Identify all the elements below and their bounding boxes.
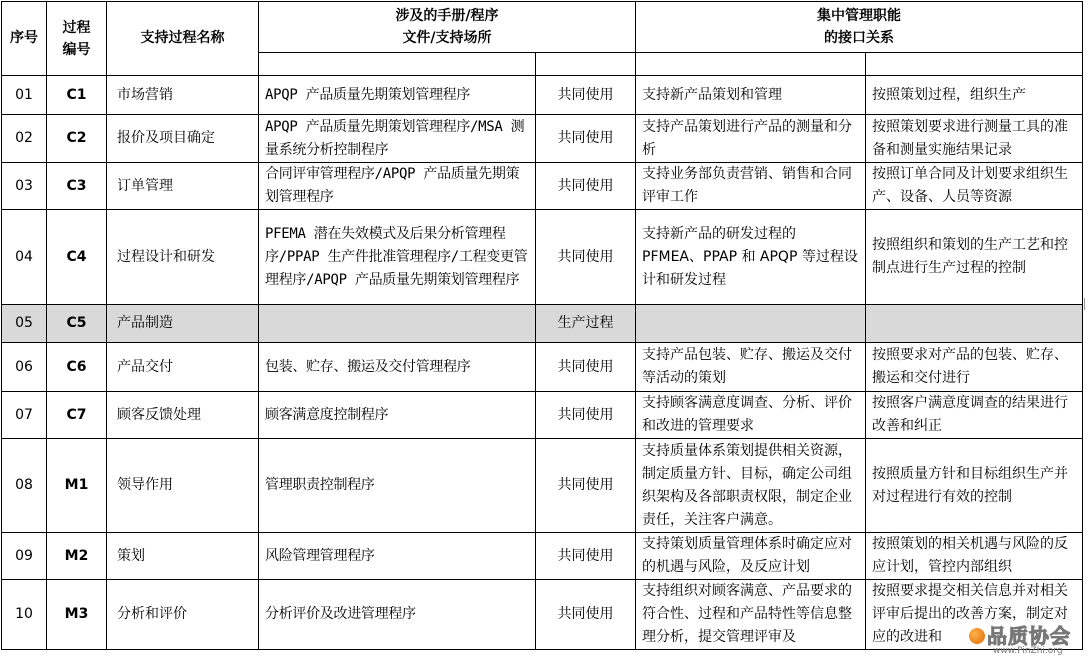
interface-action: 按照要求提交相关信息并对相关评审后提出的改善方案，制定对应的改进和 (866, 580, 1083, 650)
header-docs (259, 2, 636, 53)
process-code: M2 (47, 533, 107, 580)
process-code: C5 (47, 305, 107, 343)
procedure-documents: 合同评审管理程序/APQP 产品质量先期策划管理程序 (259, 163, 536, 210)
table-row (2, 439, 1083, 533)
watermark-text: 品质协会 (987, 624, 1071, 648)
header-sub-empty (259, 53, 536, 76)
procedure-documents (259, 305, 536, 343)
usage-type: 共同使用 (536, 439, 636, 533)
support-function: 支持产品包装、贮存、搬运及交付等活动的策划 (636, 343, 866, 392)
support-function: 支持新产品策划和管理 (636, 76, 866, 115)
table-row (2, 580, 1083, 650)
header-mgmt (636, 2, 1083, 53)
row-number: 03 (2, 163, 47, 210)
watermark-logo (965, 618, 1087, 658)
process-name: 领导作用 (107, 439, 259, 533)
interface-action: 按照策划的相关机遇与风险的反应计划，管控内部组织 (866, 533, 1083, 580)
support-function: 支持策划质量管理体系时确定应对的机遇与风险，及反应计划 (636, 533, 866, 580)
interface-action: 按照策划要求进行测量工具的准备和测量实施结果记录 (866, 115, 1083, 163)
procedure-documents: APQP 产品质量先期策划管理程序 (259, 76, 536, 115)
usage-type: 共同使用 (536, 533, 636, 580)
procedure-documents: 风险管理管理程序 (259, 533, 536, 580)
header-sub-empty (636, 53, 866, 76)
interface-action (866, 305, 1083, 343)
interface-action: 按照质量方针和目标组织生产并对过程进行有效的控制 (866, 439, 1083, 533)
procedure-documents: 包装、贮存、搬运及交付管理程序 (259, 343, 536, 392)
usage-type: 共同使用 (536, 115, 636, 163)
header-docs-line2: 文件/支持场所 (402, 30, 492, 46)
logo-ball-icon (969, 628, 985, 644)
row-number: 09 (2, 533, 47, 580)
table-row (2, 343, 1083, 392)
row-number: 02 (2, 115, 47, 163)
header-docs-line1: 涉及的手册/程序 (395, 8, 499, 24)
header-sub-empty (536, 53, 636, 76)
procedure-documents: 分析评价及改进管理程序 (259, 580, 536, 650)
row-number: 04 (2, 210, 47, 305)
process-code: C2 (47, 115, 107, 163)
procedure-documents: PFEMA 潜在失效模式及后果分析管理程序/PPAP 生产件批准管理程序/工程变更管理程序/APQP 产品质量先期策划管理程序 (259, 210, 536, 305)
usage-type: 共同使用 (536, 343, 636, 392)
process-name: 过程设计和研发 (107, 210, 259, 305)
support-function: 支持产品策划进行产品的测量和分析 (636, 115, 866, 163)
process-name: 顾客反馈处理 (107, 392, 259, 439)
interface-action: 按照组织和策划的生产工艺和控制点进行生产过程的控制 (866, 210, 1083, 305)
header-code (47, 2, 107, 76)
process-name: 分析和评价 (107, 580, 259, 650)
row-number: 08 (2, 439, 47, 533)
table-row (2, 392, 1083, 439)
table-row (2, 533, 1083, 580)
header-sub-empty (866, 53, 1083, 76)
interface-action: 按照订单合同及计划要求组织生产、设备、人员等资源 (866, 163, 1083, 210)
process-name: 产品交付 (107, 343, 259, 392)
table-row (2, 115, 1083, 163)
process-code: M3 (47, 580, 107, 650)
row-number: 05 (2, 305, 47, 343)
process-table (1, 1, 1083, 650)
header-mgmt-line1: 集中管理职能 (817, 8, 901, 24)
table-row (2, 210, 1083, 305)
interface-action: 按照要求对产品的包装、贮存、搬运和交付进行 (866, 343, 1083, 392)
process-code: C6 (47, 343, 107, 392)
support-function: 支持组织对顾客满意、产品要求的符合性、过程和产品特性等信息整理分析，提交管理评审及 (636, 580, 866, 650)
row-number: 10 (2, 580, 47, 650)
usage-type: 共同使用 (536, 76, 636, 115)
process-code: C1 (47, 76, 107, 115)
process-name: 订单管理 (107, 163, 259, 210)
procedure-documents: APQP 产品质量先期策划管理程序/MSA 测量系统分析控制程序 (259, 115, 536, 163)
process-name: 市场营销 (107, 76, 259, 115)
process-name: 策划 (107, 533, 259, 580)
process-name: 产品制造 (107, 305, 259, 343)
interface-action: 按照客户满意度调查的结果进行改善和纠正 (866, 392, 1083, 439)
header-code-label: 过程编号 (62, 19, 91, 58)
procedure-documents: 管理职责控制程序 (259, 439, 536, 533)
row-number: 01 (2, 76, 47, 115)
table-row (2, 163, 1083, 210)
interface-action: 按照策划过程，组织生产 (866, 76, 1083, 115)
table-row (2, 76, 1083, 115)
header-name: 支持过程名称 (107, 2, 259, 76)
row-number: 07 (2, 392, 47, 439)
usage-type: 生产过程 (536, 305, 636, 343)
support-function: 支持顾客满意度调查、分析、评价和改进的管理要求 (636, 392, 866, 439)
procedure-documents: 顾客满意度控制程序 (259, 392, 536, 439)
usage-type: 共同使用 (536, 392, 636, 439)
row-number: 06 (2, 343, 47, 392)
support-function (636, 305, 866, 343)
header-mgmt-line2: 的接口关系 (824, 30, 894, 46)
support-function: 支持质量体系策划提供相关资源，制定质量方针、目标，确定公司组织架构及各部职责权限，制定企业责任，关注客户满意。 (636, 439, 866, 533)
header-no: 序号 (2, 2, 47, 76)
watermark-url: www.PinZhi.org (993, 646, 1063, 656)
support-function: 支持业务部负责营销、销售和合同评审工作 (636, 163, 866, 210)
table-row (2, 305, 1083, 343)
process-code: C3 (47, 163, 107, 210)
usage-type: 共同使用 (536, 163, 636, 210)
usage-type: 共同使用 (536, 210, 636, 305)
support-function: 支持新产品的研发过程的 PFMEA、PPAP 和 APQP 等过程设计和研发过程 (636, 210, 866, 305)
process-name: 报价及项目确定 (107, 115, 259, 163)
usage-type: 共同使用 (536, 580, 636, 650)
process-code: C4 (47, 210, 107, 305)
process-code: C7 (47, 392, 107, 439)
process-code: M1 (47, 439, 107, 533)
page-edge-mark (1084, 298, 1085, 310)
